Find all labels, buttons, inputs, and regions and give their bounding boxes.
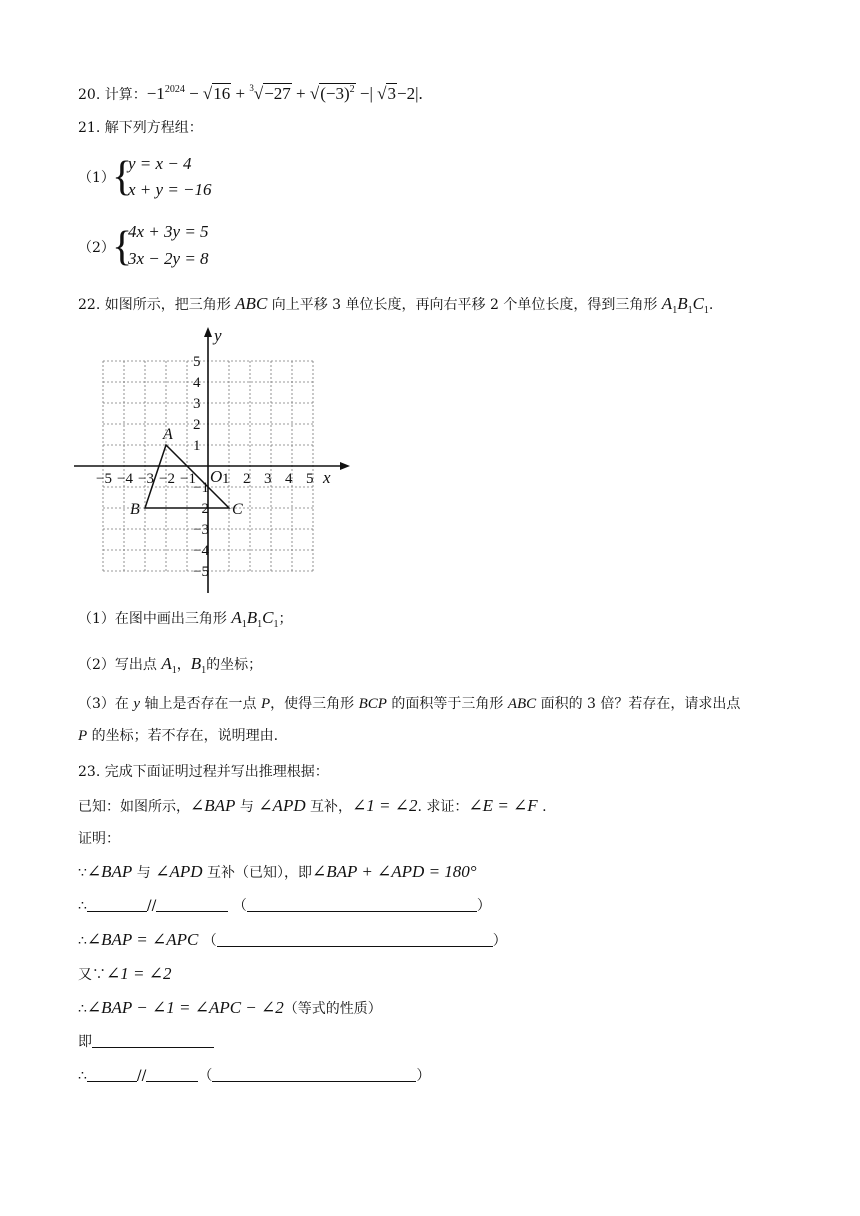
blank-reason-2[interactable]: [217, 932, 493, 947]
point-label-c: C: [232, 501, 243, 518]
y-tick-label: 5: [193, 354, 201, 370]
q23-line4: 又∵∠1 = ∠2: [78, 964, 172, 983]
y-axis-arrow: [204, 327, 212, 337]
y-tick-label: −2: [193, 501, 209, 517]
y-tick-label: −3: [193, 522, 209, 538]
x-axis-label: x: [323, 468, 331, 487]
x-tick-label: −2: [159, 471, 175, 487]
blank-line-c[interactable]: [87, 1067, 137, 1082]
blank-conclusion[interactable]: [92, 1033, 214, 1048]
x-tick-label: 2: [243, 471, 251, 487]
y-tick-label: −4: [193, 543, 209, 559]
y-axis-label: y: [214, 326, 222, 345]
x-tick-label: 4: [285, 471, 293, 487]
q20-label: 20. 计算：: [78, 87, 147, 103]
q20-term1: $-1^{2024} - √16 + ^3√-27 + √(-3)^2$ −| √3−2|.: [146, 83, 423, 103]
q23-line2: ∴ // （ ）: [78, 898, 491, 914]
q21-part1-eq1: y = x − 4: [128, 154, 192, 173]
point-label-b: B: [130, 501, 140, 518]
y-tick-label: 2: [193, 417, 201, 433]
q22-sub3-line1: （3）在 y 轴上是否存在一点 P，使得三角形 BCP 的面积等于三角形 ABC 面积的 3 倍？若存在，请求出点: [78, 696, 741, 712]
q23-given: 已知：如图所示，∠BAP 与 ∠APD 互补，∠1 = ∠2. 求证：∠E = ∠F .: [78, 796, 547, 815]
x-axis-arrow: [340, 462, 350, 470]
y-tick-label: −1: [193, 480, 209, 496]
q23-line1: ∵∠BAP 与 ∠APD 互补（已知），即∠BAP + ∠APD = 180°: [78, 862, 477, 881]
blank-reason-1[interactable]: [247, 897, 477, 912]
q21-part1-label: （1）: [78, 170, 115, 186]
q22-sub3-line2: P 的坐标；若不存在，说明理由.: [78, 728, 279, 744]
q21-title: 21. 解下列方程组：: [78, 120, 203, 136]
q22-statement: 22. 如图所示，把三角形 ABC 向上平移 3 单位长度，再向右平移 2 个单位长度，得到三角形 $A_1B_1C_1$.: [78, 294, 714, 316]
q23-line6: 即: [78, 1032, 214, 1052]
x-tick-label: −4: [117, 471, 133, 487]
origin-label: O: [210, 467, 223, 486]
point-label-a: A: [163, 426, 173, 443]
q23-line5: ∴∠BAP − ∠1 = ∠APC − ∠2（等式的性质）: [78, 998, 382, 1017]
q23-title: 23. 完成下面证明过程并写出推理根据：: [78, 764, 329, 780]
q22-sub2: （2）写出点 $A_1$，$B_1$的坐标；: [78, 654, 263, 676]
q21-part1-brace: {: [112, 154, 133, 200]
y-tick-label: 4: [193, 375, 201, 391]
x-tick-label: 5: [306, 471, 314, 487]
blank-reason-3[interactable]: [212, 1067, 416, 1082]
q23-line7: ∴ // （ ）: [78, 1068, 431, 1084]
x-tick-label: −5: [96, 471, 112, 487]
q21-part2-eq1: 4x + 3y = 5: [128, 222, 209, 241]
x-tick-label: −1: [180, 471, 196, 487]
x-tick-label: 1: [222, 471, 230, 487]
q21-part2-eq2: 3x − 2y = 8: [128, 249, 209, 268]
q21-part2-brace: {: [112, 224, 133, 270]
y-tick-label: 1: [193, 438, 201, 454]
blank-line-a[interactable]: [87, 897, 147, 912]
blank-line-d[interactable]: [146, 1067, 198, 1082]
y-tick-label: 3: [193, 396, 201, 412]
x-tick-label: 3: [264, 471, 272, 487]
blank-line-b[interactable]: [156, 897, 228, 912]
q22-sub1: （1）在图中画出三角形 $A_1B_1C_1$；: [78, 608, 293, 630]
q23-proof-label: 证明：: [78, 831, 120, 847]
y-tick-label: −5: [193, 564, 209, 580]
coordinate-grid: [74, 325, 354, 595]
q23-line3: ∴∠BAP = ∠APC （ ）: [78, 930, 507, 949]
q21-part1-eq2: x + y = −16: [128, 180, 212, 199]
q21-part2-label: （2）: [78, 240, 115, 256]
x-tick-label: −3: [138, 471, 154, 487]
q20-line: [78, 78, 423, 105]
